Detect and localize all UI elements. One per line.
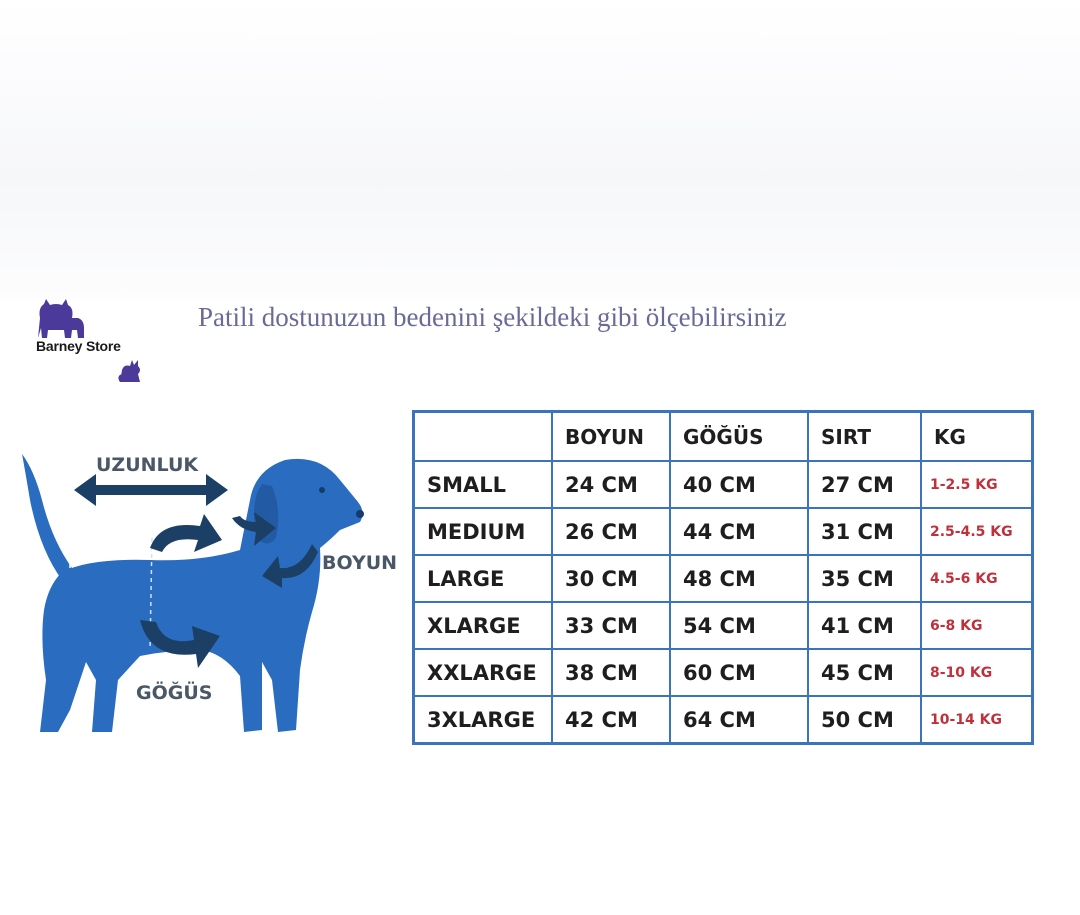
chest-arrow-top-icon (150, 514, 222, 552)
header-kg: KG (921, 412, 1033, 462)
cell-neck: 42 CM (552, 696, 670, 744)
cell-kg: 8-10 KG (921, 649, 1033, 696)
cell-back: 45 CM (808, 649, 921, 696)
neck-label: BOYUN (322, 552, 398, 574)
cell-kg: 6-8 KG (921, 602, 1033, 649)
cell-neck: 24 CM (552, 461, 670, 508)
cell-size: 3XLARGE (414, 696, 553, 744)
header-back: SIRT (808, 412, 921, 462)
cell-chest: 44 CM (670, 508, 808, 555)
cell-kg: 4.5-6 KG (921, 555, 1033, 602)
brand-name: Barney Store (36, 338, 121, 354)
dog-logo-icon (32, 296, 92, 341)
dog-measurement-figure (0, 440, 420, 760)
length-arrow-icon (74, 474, 228, 506)
cell-size: LARGE (414, 555, 553, 602)
brand-logo (28, 296, 158, 391)
cell-back: 35 CM (808, 555, 921, 602)
page-headline: Patili dostunuzun bedenini şekildeki gibi ölçebilirsiniz (198, 302, 787, 332)
cell-neck: 26 CM (552, 508, 670, 555)
cat-logo-icon (116, 354, 146, 384)
table-header-row (414, 412, 1033, 462)
cell-back: 50 CM (808, 696, 921, 744)
cell-chest: 64 CM (670, 696, 808, 744)
chest-label: GÖĞÜS (136, 682, 213, 704)
cell-size: XLARGE (414, 602, 553, 649)
cell-neck: 30 CM (552, 555, 670, 602)
cell-size: SMALL (414, 461, 553, 508)
cell-chest: 48 CM (670, 555, 808, 602)
dog-tail (22, 454, 72, 580)
table-row (414, 602, 1033, 649)
table-row (414, 649, 1033, 696)
table-row (414, 508, 1033, 555)
table-row (414, 461, 1033, 508)
dog-eye (319, 487, 325, 493)
cell-kg: 2.5-4.5 KG (921, 508, 1033, 555)
cell-size: XXLARGE (414, 649, 553, 696)
cell-back: 27 CM (808, 461, 921, 508)
length-label: UZUNLUK (96, 454, 199, 476)
cell-kg: 10-14 KG (921, 696, 1033, 744)
table-row (414, 696, 1033, 744)
cell-neck: 38 CM (552, 649, 670, 696)
size-chart-table (412, 410, 1034, 745)
header-size (414, 412, 553, 462)
cell-neck: 33 CM (552, 602, 670, 649)
cell-chest: 40 CM (670, 461, 808, 508)
header-chest: GÖĞÜS (670, 412, 808, 462)
cell-chest: 54 CM (670, 602, 808, 649)
cell-size: MEDIUM (414, 508, 553, 555)
cell-back: 41 CM (808, 602, 921, 649)
cell-chest: 60 CM (670, 649, 808, 696)
dog-nose (356, 510, 364, 518)
cell-kg: 1-2.5 KG (921, 461, 1033, 508)
dog-silhouette-icon (0, 440, 420, 760)
cell-back: 31 CM (808, 508, 921, 555)
table-row (414, 555, 1033, 602)
header-neck: BOYUN (552, 412, 670, 462)
top-background (0, 0, 1080, 300)
